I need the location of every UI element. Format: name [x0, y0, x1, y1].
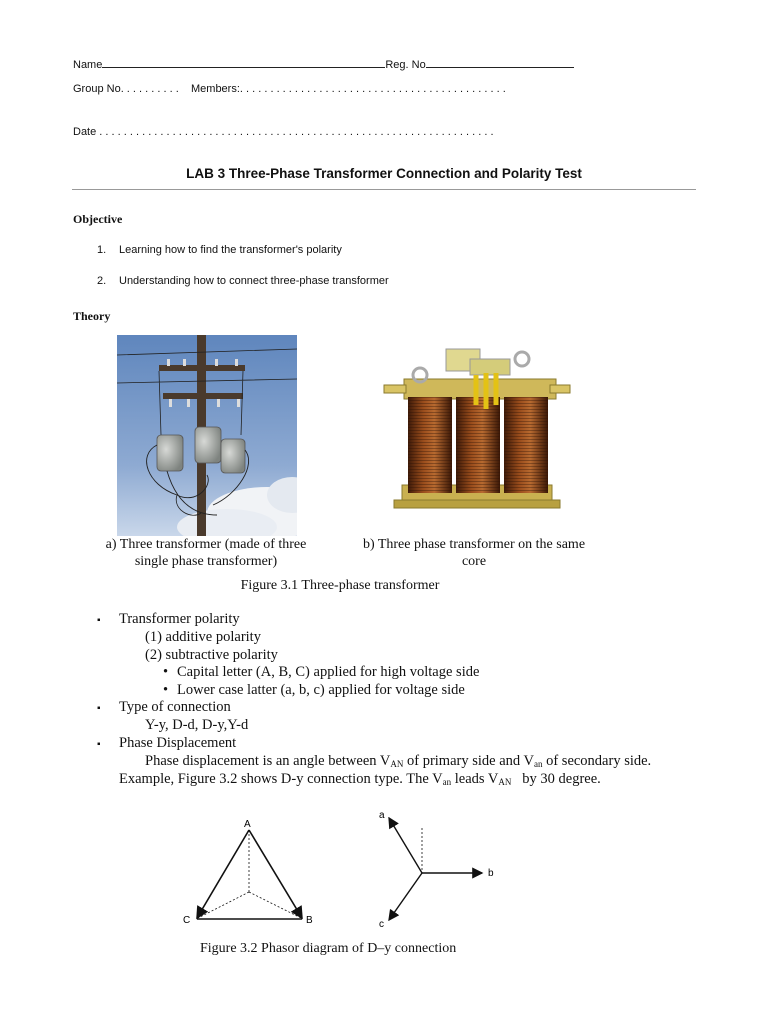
- polarity-title: Transformer polarity: [119, 611, 240, 627]
- reg-no-label: Reg. No: [385, 59, 426, 71]
- theory-bullets: [97, 611, 717, 788]
- date-line: [73, 126, 494, 138]
- delta-triangle: [197, 830, 302, 919]
- bullet-polarity: ▪ Transformer polarity: [97, 611, 240, 627]
- polarity-note-2: • Lower case latter (a, b, c) applied for voltage side: [163, 681, 465, 698]
- subscript: AN: [390, 759, 404, 770]
- three-phase-core-transformer-photo: [374, 335, 574, 531]
- polarity-option-1: (1) additive polarity: [145, 629, 261, 646]
- wye-phasors: [389, 818, 482, 920]
- phase-text: leads V: [451, 770, 499, 787]
- objective-item-number: 2.: [97, 275, 107, 287]
- label-a: a: [379, 810, 385, 821]
- phase-paragraph-line1: [97, 753, 717, 770]
- phase-text: of primary side and V: [403, 753, 534, 770]
- phase-title: Phase Displacement: [119, 734, 237, 751]
- connection-title: Type of connection: [119, 699, 231, 716]
- caption-a-line2: single phase transformer): [134, 554, 278, 569]
- phase-text: of secondary side.: [542, 753, 652, 770]
- caption-b-line1: b) Three phase transformer on the same: [362, 537, 586, 552]
- theory-heading: Theory: [73, 309, 111, 323]
- objective-item-text: Learning how to find the transformer's polarity: [119, 244, 342, 256]
- label-C: C: [183, 915, 191, 926]
- phase-paragraph-line2: [97, 771, 717, 788]
- polarity-note-2-text: Lower case latter (a, b, c) applied for voltage side: [177, 681, 465, 698]
- objective-item-1: [97, 244, 342, 256]
- figure-3-1-caption: Figure 3.1 Three-phase transformer: [240, 578, 440, 593]
- group-line: [73, 83, 506, 95]
- figure-3-1a-caption: [86, 536, 326, 570]
- objective-item-number: 1.: [97, 244, 107, 256]
- page-title: LAB 3 Three-Phase Transformer Connection and Polarity Test: [186, 166, 582, 181]
- phasor-diagram: [170, 800, 510, 935]
- name-label: Name: [73, 59, 103, 71]
- objective-item-text: Understanding how to connect three-phase transformer: [119, 275, 389, 287]
- connection-types: Y-y, D-d, D-y,Y-d: [145, 717, 249, 734]
- phase-text: by 30 degree.: [511, 770, 601, 787]
- polarity-option-2: (2) subtractive polarity: [145, 646, 278, 663]
- bullet-phase-displacement: ▪ Phase Displacement: [97, 734, 237, 751]
- polarity-note-1: • Capital letter (A, B, C) applied for high voltage side: [163, 664, 480, 681]
- figure-3-2-caption: Figure 3.2 Phasor diagram of D–y connection: [200, 941, 457, 956]
- polarity-note-1-text: Capital letter (A, B, C) applied for high voltage side: [177, 664, 480, 681]
- bullet-connection: ▪ Type of connection: [97, 699, 231, 716]
- objective-item-2: [97, 275, 389, 287]
- date-label: Date . . . . . . . . . . . . . . . . . . . . . . . . . . . . . . . . . . . . . . . . . . . . . . . . . . . . . . . . . . . . . . . . .: [73, 126, 494, 138]
- label-b: b: [488, 868, 494, 879]
- pole-transformers-photo: [117, 335, 297, 536]
- phase-text: Example, Figure 3.2 shows D-y connection type. The V: [119, 770, 443, 787]
- figure-3-1b-caption: [345, 536, 603, 570]
- subscript: AN: [498, 776, 512, 787]
- members-label: Members:. . . . . . . . . . . . . . . . . . . . . . . . . . . . . . . . . . . . . . . . . . . .: [191, 83, 506, 95]
- caption-b-line2: core: [461, 554, 487, 569]
- subscript: an: [533, 759, 543, 770]
- label-A: A: [244, 819, 251, 830]
- subscript: an: [442, 776, 452, 787]
- objective-heading: Objective: [73, 212, 123, 226]
- name-line: [73, 57, 574, 71]
- group-no-label: Group No. . . . . . . . . .: [73, 83, 179, 95]
- caption-a-line1: a) Three transformer (made of three: [105, 537, 307, 552]
- phase-text: Phase displacement is an angle between V: [145, 753, 391, 770]
- label-B: B: [306, 915, 313, 926]
- title-divider: [72, 189, 696, 190]
- label-c: c: [379, 919, 384, 930]
